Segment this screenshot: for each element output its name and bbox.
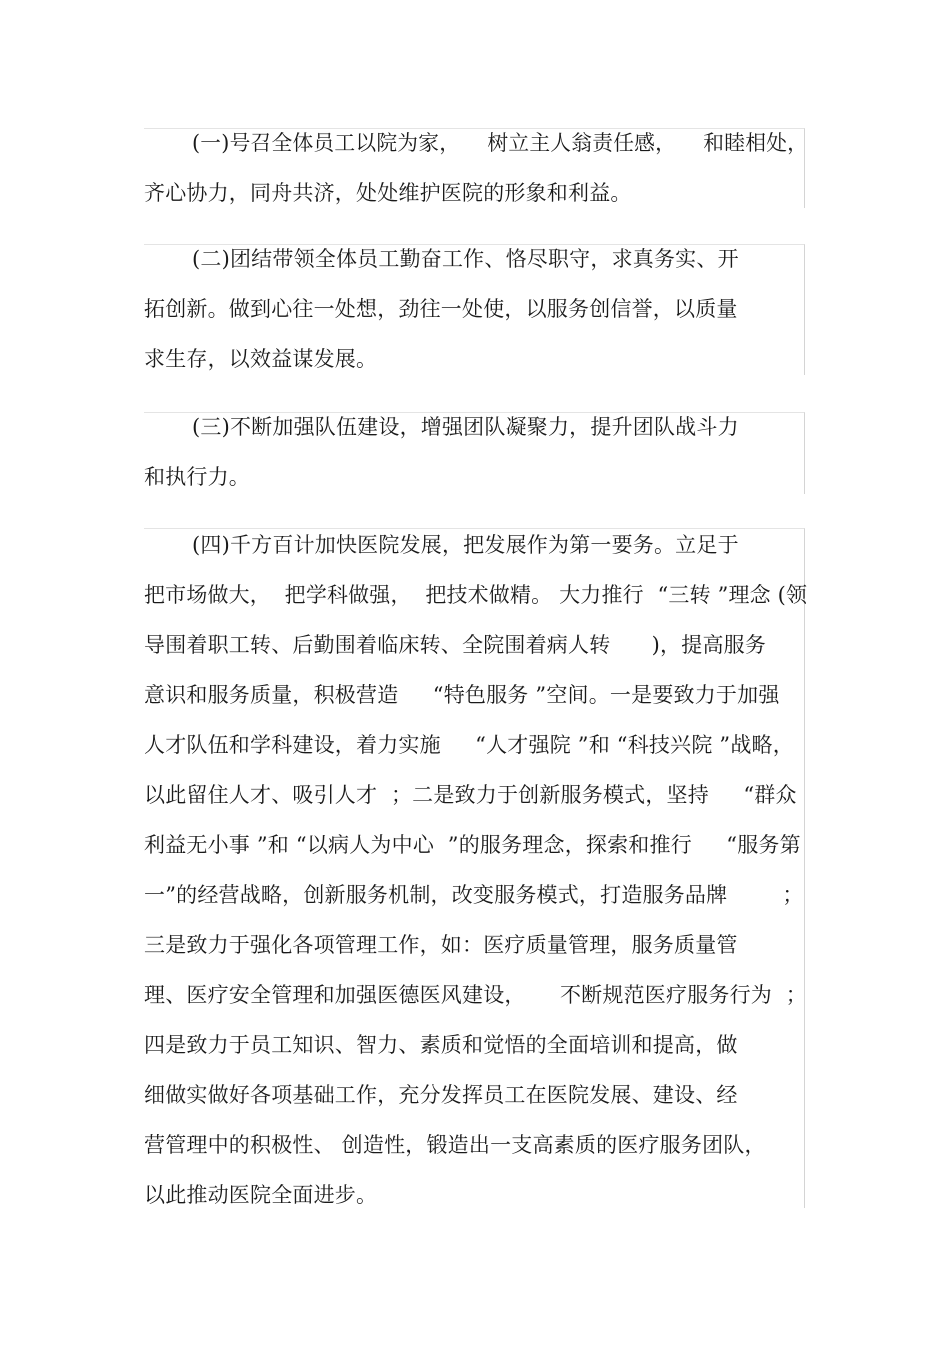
paragraph-4-line-2: 把市场做大， 把学科做强， 把技术做精。 大力推行 “三转 ”理念 (领 bbox=[144, 583, 808, 607]
paragraph-4-line-5: 人才队伍和学科建设，着力实施 “人才强院 ”和 “科技兴院 ”战略， bbox=[144, 733, 794, 757]
paragraph-4-line-10: 理、医疗安全管理和加强医德医风建设， 不断规范医疗服务行为 ； bbox=[144, 983, 807, 1007]
paragraph-2-line-2: 拓创新。做到心往一处想，劲往一处使，以服务创信誉，以质量 bbox=[144, 297, 738, 321]
paragraph-4-line-7: 利益无小事 ”和 “以病人为中心 ”的服务理念，探索和推行 “服务第 bbox=[144, 833, 801, 857]
paragraph-3-line-2: 和执行力。 bbox=[144, 465, 250, 489]
paragraph-4-line-4: 意识和服务质量，积极营造 “特色服务 ”空间。一是要致力于加强 bbox=[144, 683, 780, 707]
paragraph-1-line-2: 齐心协力，同舟共济，处处维护医院的形象和利益。 bbox=[144, 181, 632, 205]
paragraph-4-line-12: 细做实做好各项基础工作，充分发挥员工在医院发展、建设、经 bbox=[144, 1083, 738, 1107]
paragraph-4-line-13: 营管理中的积极性、 创造性，锻造出一支高素质的医疗服务团队， bbox=[144, 1133, 766, 1157]
paragraph-4-line-9: 三是致力于强化各项管理工作，如：医疗质量管理，服务质量管 bbox=[144, 933, 738, 957]
paragraph-4-line-3: 导围着职工转、后勤围着临床转、全院围着病人转 )，提高服务 bbox=[144, 633, 767, 657]
paragraph-2-line-3: 求生存，以效益谋发展。 bbox=[144, 347, 378, 371]
paragraph-4-line-6: 以此留住人才、吸引人才 ；二是致力于创新服务模式，坚持 “群众 bbox=[144, 783, 797, 807]
paragraph-4-line-8: 一”的经营战略，创新服务机制，改变服务模式，打造服务品牌 ； bbox=[144, 883, 804, 907]
paragraph-4-line-1: (四)千方百计加快医院发展，把发展作为第一要务。立足于 bbox=[192, 533, 739, 557]
paragraph-4-line-14: 以此推动医院全面进步。 bbox=[144, 1183, 378, 1207]
paragraph-4-line-11: 四是致力于员工知识、智力、素质和觉悟的全面培训和提高，做 bbox=[144, 1033, 738, 1057]
paragraph-2-line-1: (二)团结带领全体员工勤奋工作、恪尽职守，求真务实、开 bbox=[192, 247, 739, 271]
paragraph-1-line-1: (一)号召全体员工以院为家， 树立主人翁责任感， 和睦相处， bbox=[192, 131, 809, 155]
paragraph-3-line-1: (三)不断加强队伍建设，增强团队凝聚力，提升团队战斗力 bbox=[192, 415, 739, 439]
